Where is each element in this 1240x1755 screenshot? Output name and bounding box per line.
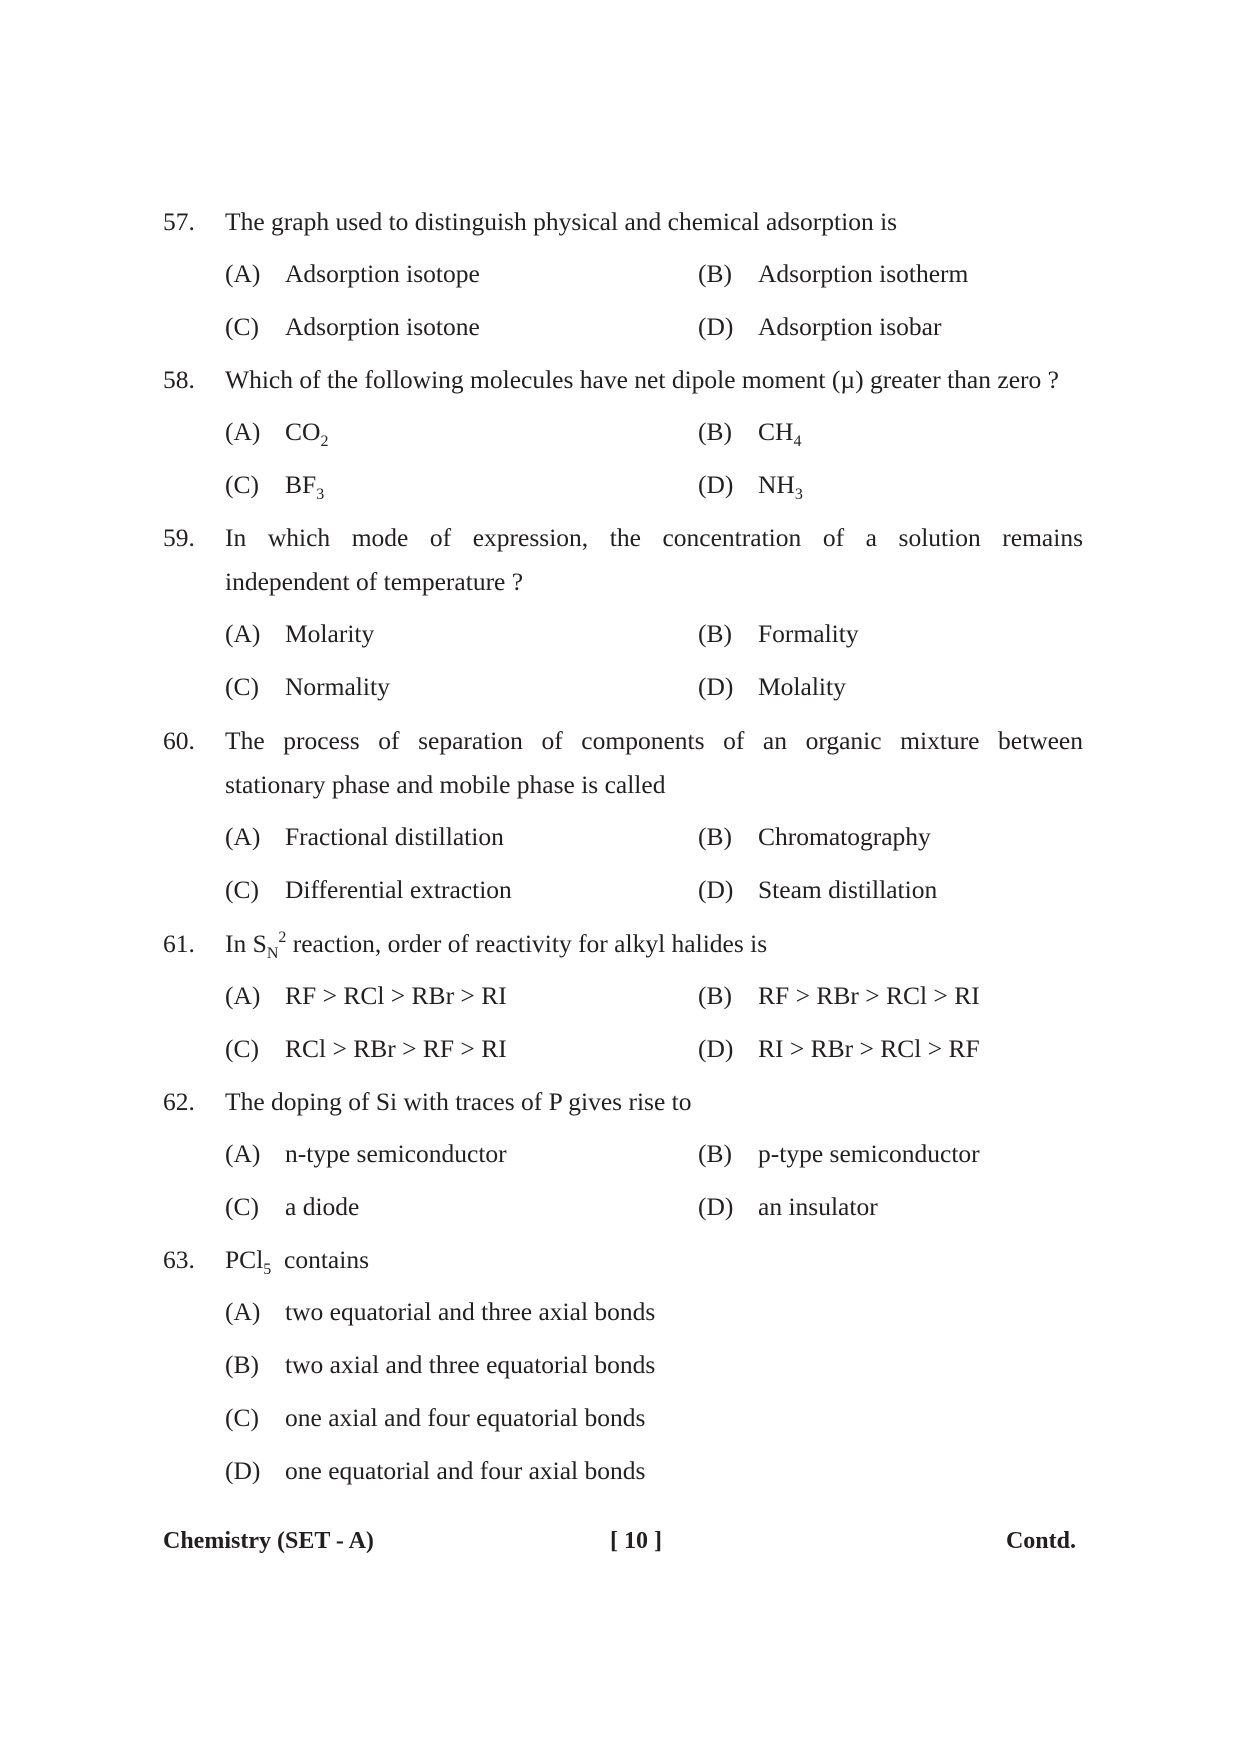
option-a: (A) $CO_2$ — [225, 417, 329, 450]
question-61 — [163, 922, 1083, 1075]
option-c: (C) Adsorption isotone — [225, 312, 480, 341]
question-number: 60. — [163, 726, 195, 755]
question-63 — [163, 1238, 1083, 1497]
option-b: (B) $CH_4$ — [698, 417, 802, 450]
option-d: (D) Adsorption isobar — [698, 312, 942, 341]
option-d: (D) Molality — [698, 672, 846, 701]
question-text: Which of the following molecules have net dipole moment (µ) greater than zero ? — [225, 365, 1059, 394]
option-c: (C) one axial and four equatorial bonds — [225, 1403, 646, 1432]
option-a: (A) n-type semiconductor — [225, 1139, 507, 1168]
option-c: (C) $BF_3$ — [225, 470, 325, 503]
option-d: (D) RI > RBr > RCl > RF — [698, 1034, 980, 1063]
footer-page-number: [ 10 ] — [610, 1528, 662, 1554]
option-d: (D) an insulator — [698, 1192, 878, 1221]
question-number: 59. — [163, 523, 195, 552]
option-b: (B) RF > RBr > RCl > RI — [698, 981, 980, 1010]
question-60 — [163, 719, 1083, 916]
option-b: (B) Formality — [698, 619, 859, 648]
option-b: (B) Adsorption isotherm — [698, 259, 969, 288]
question-number: 58. — [163, 365, 195, 394]
question-59 — [163, 516, 1083, 713]
question-text: PCl$_5$ contains — [225, 1245, 370, 1278]
option-c: (C) Differential extraction — [225, 875, 512, 904]
footer-subject: Chemistry (SET - A) — [163, 1528, 374, 1554]
option-a: (A) Adsorption isotope — [225, 259, 480, 288]
option-c: (C) a diode — [225, 1192, 360, 1221]
question-text: The doping of Si with traces of P gives rise to — [225, 1087, 692, 1116]
option-d: (D) one equatorial and four axial bonds — [225, 1456, 646, 1485]
question-57 — [163, 200, 1083, 353]
footer-contd: Contd. — [1005, 1528, 1076, 1554]
question-text: In $S_N^2$ reaction, order of reactivity for alkyl halides is — [225, 929, 768, 962]
question-number: 63. — [163, 1245, 195, 1274]
question-58 — [163, 358, 1083, 511]
question-62 — [163, 1080, 1083, 1233]
option-a: (A) two equatorial and three axial bonds — [225, 1297, 656, 1326]
mu-symbol: µ — [840, 365, 856, 394]
option-a: (A) Fractional distillation — [225, 822, 504, 851]
option-b: (B) p-type semiconductor — [698, 1139, 980, 1168]
question-number: 57. — [163, 207, 195, 236]
question-text-line-2: stationary phase and mobile phase is called — [225, 770, 666, 799]
question-text-line-2: independent of temperature ? — [225, 567, 524, 596]
question-number: 61. — [163, 929, 195, 958]
option-a: (A) RF > RCl > RBr > RI — [225, 981, 507, 1010]
question-number: 62. — [163, 1087, 195, 1116]
option-c: (C) RCl > RBr > RF > RI — [225, 1034, 507, 1063]
question-text: The graph used to distinguish physical and chemical adsorption is — [225, 207, 898, 236]
option-d: (D) $NH_3$ — [698, 470, 803, 503]
option-a: (A) Molarity — [225, 619, 375, 648]
option-b: (B) Chromatography — [698, 822, 931, 851]
question-text-line-1: The process of separation of components of an organic mixture between — [225, 726, 1083, 755]
question-text-line-1: In which mode of expression, the concentration of a solution remains — [225, 523, 1083, 552]
option-b: (B) two axial and three equatorial bonds — [225, 1350, 656, 1379]
option-c: (C) Normality — [225, 672, 390, 701]
option-d: (D) Steam distillation — [698, 875, 938, 904]
